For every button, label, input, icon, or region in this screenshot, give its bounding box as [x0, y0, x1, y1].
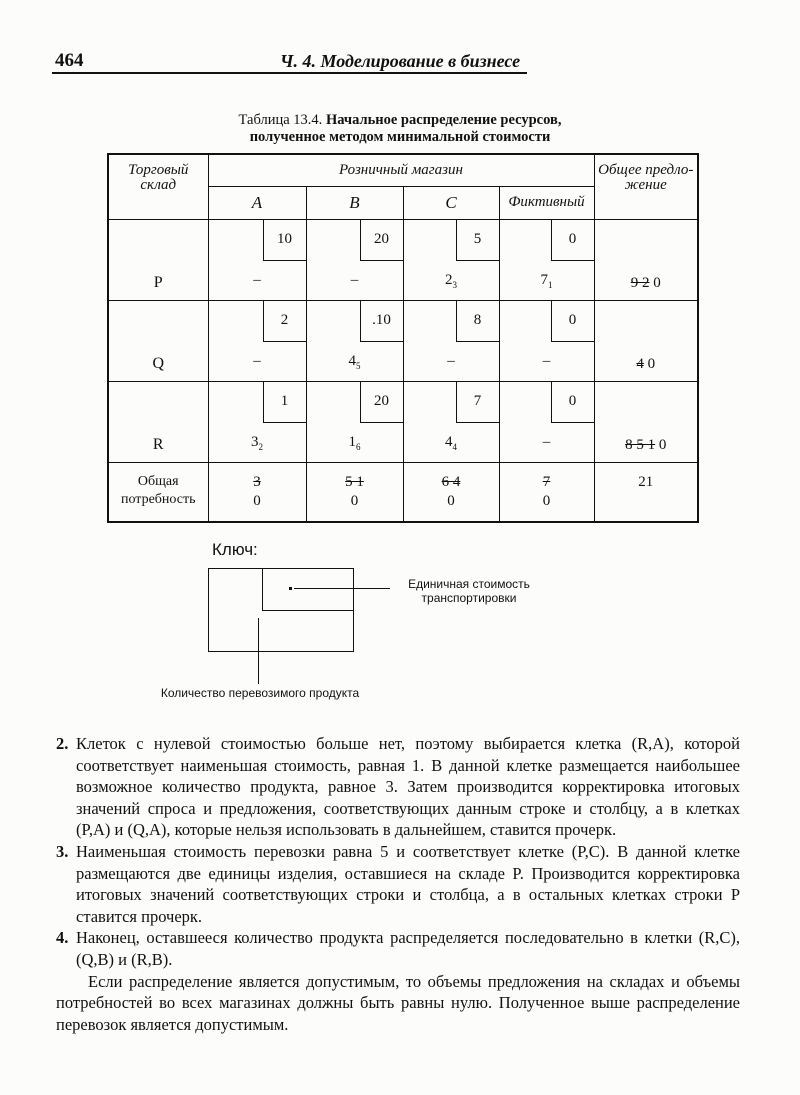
unit-cost: 8: [456, 301, 499, 342]
body-text: [56, 733, 740, 1035]
supply-struck: 8 5 1: [625, 436, 656, 453]
item-number: 3.: [56, 841, 69, 861]
item-number: 2.: [56, 734, 69, 753]
allocation-cell: [208, 219, 306, 300]
supply-struck: 4: [636, 355, 644, 372]
demand-rest: 0: [350, 492, 359, 509]
allocation-cell: [499, 219, 594, 300]
quantity: [307, 434, 403, 452]
allocation-cell: [403, 300, 499, 381]
allocation-cell: [208, 381, 306, 462]
header-store-0: A: [208, 186, 306, 219]
demand-cell: [208, 462, 306, 522]
allocation-cell: [208, 300, 306, 381]
quantity-value: –: [542, 352, 551, 369]
key-dot: [289, 587, 292, 590]
table-row: [108, 219, 698, 300]
item-text: Наименьшая стоимость перевозки равна 5 и соответствует клетке (P,C). В данной клетке размещаются две единицы изделия, оставшиеся на складе P. Производится корректировка итоговых значений соответствующих строки и столбца, а в остальных клетках строки P ставится прочерк.: [76, 841, 740, 926]
transport-table: [107, 153, 699, 523]
quantity-value: 7: [540, 271, 548, 288]
quantity-value: –: [447, 352, 455, 369]
supply-cell: [594, 219, 698, 300]
header-store: Розничный магазин: [208, 154, 594, 186]
allocation-cell: [403, 219, 499, 300]
quantity-value: 1: [348, 433, 356, 450]
quantity-value: 4: [445, 433, 453, 450]
list-item: [56, 841, 740, 927]
running-header: [52, 50, 527, 74]
header-store-3: Фиктивный: [499, 186, 594, 219]
demand-cell: [306, 462, 403, 522]
warehouse-label: Q: [108, 300, 208, 381]
supply-final: 0: [653, 274, 661, 291]
demand-struck: 6 4: [441, 473, 461, 490]
quantity: [404, 272, 499, 290]
list-item: [56, 733, 740, 841]
quantity: [500, 434, 594, 452]
caption-label: Таблица 13.4.: [238, 112, 323, 128]
table-row: [108, 381, 698, 462]
unit-cost: 20: [360, 220, 403, 261]
key-title: Ключ:: [212, 540, 258, 559]
key-unit-cost-label: Единичная стоимость транспортировки: [408, 577, 530, 605]
item-number: 4.: [56, 928, 69, 948]
unit-cost: 0: [551, 301, 594, 342]
quantity-value: –: [253, 352, 261, 369]
table-caption: [120, 112, 680, 146]
demand-struck: 7: [542, 473, 551, 490]
item-text: Наконец, оставшееся количество продукта распределяется последовательно в клетки (R,C), (Q,B) и (R,B).: [76, 928, 740, 969]
supply-struck: 9 2: [630, 274, 650, 291]
demand-struck: 3: [253, 473, 261, 490]
header-store-2: C: [403, 186, 499, 219]
item-text: Клеток с нулевой стоимостью больше нет, поэтому выбирается клетка (R,A), которой соответствует наименьшая стоимость, равная 1. В данной клетке размещается наибольшее возможное количество продукта, равное 3. Затем производится корректировка итоговых значений спроса и предложения, соответствующих данным строке и столбцу, а в клетках (P,A) и (Q,A), которые нельзя использовать в дальнейшем, ставится прочерк.: [76, 734, 740, 840]
allocation-cell: [499, 300, 594, 381]
unit-cost: 5: [456, 220, 499, 261]
allocation-order: 3: [452, 279, 457, 290]
supply-cell: [594, 300, 698, 381]
caption-title-2: полученное методом минимальной стоимости: [249, 129, 551, 145]
unit-cost: 1: [263, 382, 306, 423]
allocation-cell: [403, 381, 499, 462]
demand-row: [108, 462, 698, 522]
demand-cell: [403, 462, 499, 522]
unit-cost: 2: [263, 301, 306, 342]
key-pointer-line: [258, 618, 259, 684]
unit-cost: .10: [360, 301, 403, 342]
quantity: [209, 434, 306, 452]
allocation-cell: [306, 381, 403, 462]
demand-rest: 0: [253, 492, 261, 509]
header-supply: Общее предло-жение: [594, 154, 698, 219]
allocation-order: 4: [452, 441, 457, 452]
supply-cell: [594, 381, 698, 462]
table-row: [108, 300, 698, 381]
key-pointer-line: [294, 588, 390, 589]
allocation-cell: [306, 300, 403, 381]
header-warehouse: Торговый склад: [108, 154, 208, 219]
quantity: [209, 272, 306, 290]
demand-rest: 0: [447, 492, 455, 509]
quantity: [307, 272, 403, 290]
key-quantity-label: Количество перевозимого продукта: [160, 686, 360, 700]
quantity-value: 2: [445, 271, 453, 288]
quantity: [500, 353, 594, 371]
allocation-order: 2: [258, 441, 263, 452]
warehouse-label: P: [108, 219, 208, 300]
demand-struck: 5 1: [345, 473, 364, 490]
quantity: [209, 353, 306, 371]
supply-final: 0: [658, 436, 667, 453]
unit-cost: 20: [360, 382, 403, 423]
unit-cost: 0: [551, 220, 594, 261]
allocation-order: 6: [356, 441, 361, 452]
allocation-cell: [306, 219, 403, 300]
quantity-value: 4: [348, 352, 356, 369]
quantity: [307, 353, 403, 371]
list-item: [56, 927, 740, 970]
demand-cell: [499, 462, 594, 522]
conclusion-paragraph: Если распределение является допустимым, то объемы предложения на складах и объемы потребностей во всех магазинах должны быть равны нулю. Полученное выше распределение перевозок является допустимым.: [56, 971, 740, 1034]
caption-title-1: Начальное распределение ресурсов,: [325, 112, 562, 128]
quantity: [404, 353, 499, 371]
header-store-1: B: [306, 186, 403, 219]
unit-cost: 7: [456, 382, 499, 423]
page-number: 464: [55, 50, 84, 71]
total-cell: 21: [594, 462, 698, 522]
running-title: Ч. 4. Моделирование в бизнесе: [280, 51, 521, 71]
unit-cost: 10: [263, 220, 306, 261]
warehouse-label: R: [108, 381, 208, 462]
allocation-order: 1: [548, 279, 553, 290]
unit-cost: 0: [551, 382, 594, 423]
quantity-value: 3: [251, 433, 259, 450]
quantity: [404, 434, 499, 452]
key-cost-box: [262, 568, 353, 611]
quantity-value: –: [542, 433, 551, 450]
quantity-value: –: [253, 271, 261, 288]
demand-rest: 0: [542, 492, 551, 509]
allocation-order: 5: [356, 360, 361, 371]
supply-final: 0: [647, 355, 656, 372]
allocation-cell: [499, 381, 594, 462]
demand-label: Общая потребность: [108, 462, 208, 522]
quantity: [500, 272, 594, 290]
quantity-value: –: [350, 271, 359, 288]
